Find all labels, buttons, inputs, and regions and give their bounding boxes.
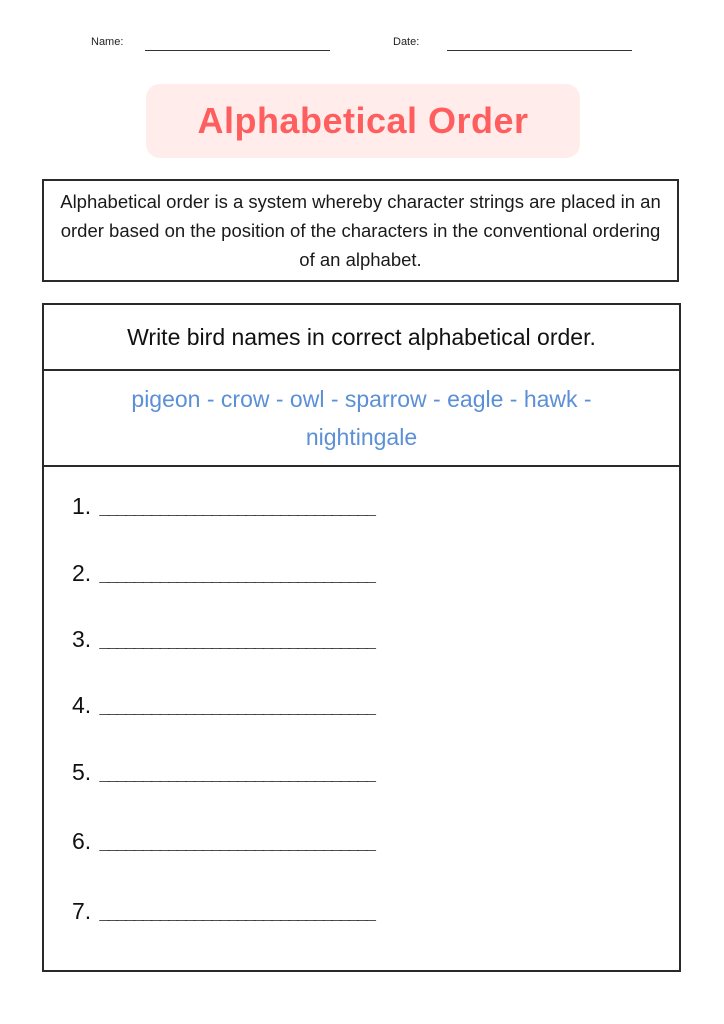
name-label: Name: [91, 36, 124, 48]
name-field[interactable] [145, 50, 330, 51]
answer-blank[interactable]: ________________________________ [99, 836, 375, 855]
answer-blank[interactable]: ________________________________ [99, 568, 375, 587]
answer-blank[interactable]: ________________________________ [99, 700, 375, 719]
answer-row-1[interactable] [72, 493, 374, 520]
answer-blank[interactable]: ________________________________ [99, 767, 375, 786]
definition-box [42, 179, 679, 282]
answer-row-6[interactable] [72, 828, 374, 855]
answer-row-7[interactable] [72, 898, 374, 925]
answer-number: 2. [72, 560, 92, 586]
date-label: Date: [393, 36, 420, 48]
answer-row-5[interactable] [72, 759, 374, 786]
answer-row-4[interactable] [72, 692, 374, 719]
answer-number: 6. [72, 828, 92, 854]
page-title: Alphabetical Order [197, 100, 529, 141]
word-list: pigeon - crow - owl - sparrow - eagle - hawk - nightingale [44, 371, 679, 467]
answer-row-3[interactable] [72, 626, 374, 653]
answer-row-2[interactable] [72, 560, 374, 587]
date-field[interactable] [447, 50, 632, 51]
task-box [42, 303, 681, 972]
answer-blank[interactable]: ________________________________ [99, 501, 375, 520]
answer-number: 7. [72, 898, 92, 924]
answer-blank[interactable]: ________________________________ [99, 634, 375, 653]
answer-blank[interactable]: ________________________________ [99, 906, 375, 925]
answer-number: 5. [72, 759, 92, 785]
answer-number: 3. [72, 626, 92, 652]
answer-number: 4. [72, 692, 92, 718]
task-instruction: Write bird names in correct alphabetical order. [44, 305, 679, 371]
answer-number: 1. [72, 493, 92, 519]
definition-text: Alphabetical order is a system whereby character strings are placed in an order based on the position of the characters in the conventional ordering of an alphabet. [60, 191, 661, 270]
title-banner [146, 84, 580, 158]
